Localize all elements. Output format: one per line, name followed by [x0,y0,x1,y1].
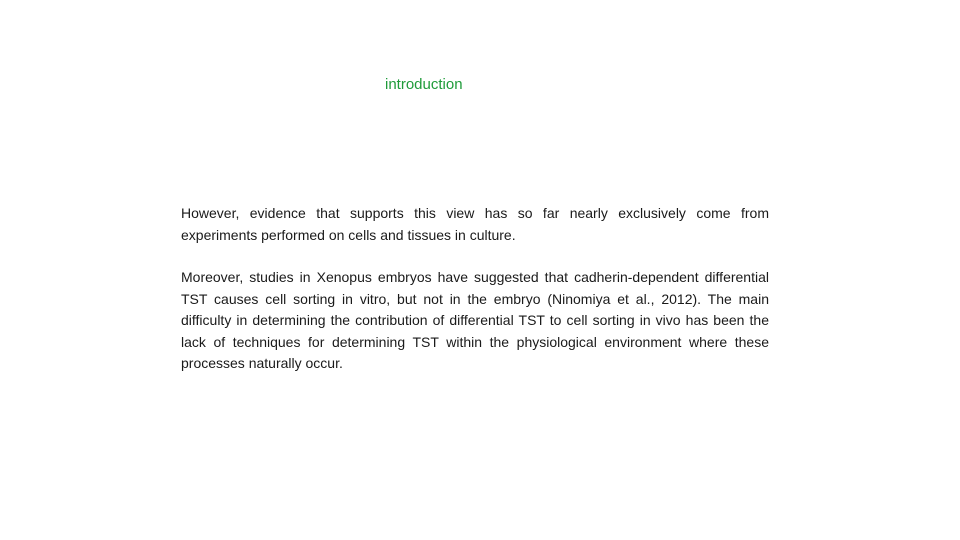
paragraph-1: However, evidence that supports this view has so far nearly exclusively come from experiments performed on cells and tissues in culture. [181,205,769,243]
body-text [181,203,769,375]
slide-title: introduction [385,76,463,93]
paragraph-2: Moreover, studies in Xenopus embryos have suggested that cadherin-dependent differential TST causes cell sorting in vitro, but not in the embryo (Ninomiya et al., 2012). The main difficulty in determining the contribution of differential TST to cell sorting in vivo has been the lack of techniques for determining TST within the physiological environment where these processes naturally occur. [181,269,769,371]
